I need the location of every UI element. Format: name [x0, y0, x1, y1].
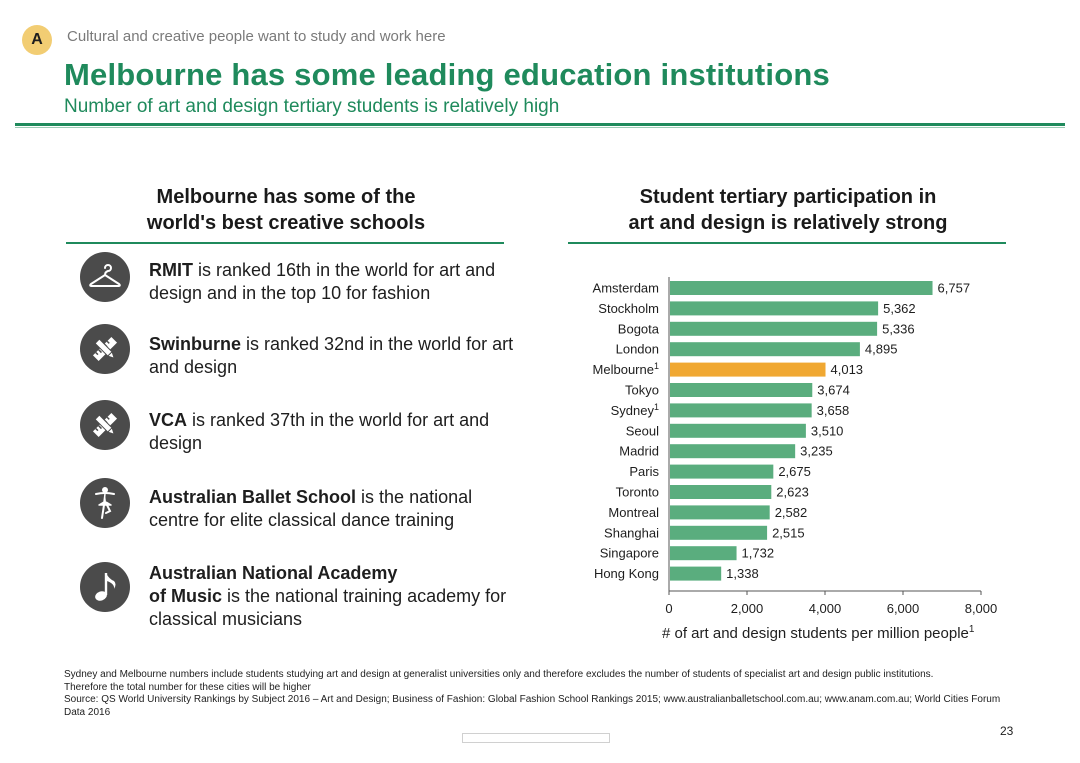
x-tick-label: 0 [665, 601, 673, 616]
category-label: Amsterdam [592, 280, 659, 296]
bar-sydney [670, 403, 812, 417]
school-name-ballet: Australian Ballet School [149, 487, 357, 507]
school-desc-swinburne: is ranked 32nd in the world for art and design [149, 334, 514, 377]
school-text-ballet [149, 486, 520, 532]
school-name-vca: VCA [149, 410, 188, 430]
category-label: Melbourne$^1$ [592, 361, 659, 378]
category-label: Bogota [617, 321, 659, 337]
bar-chart [560, 270, 1010, 616]
bar-melbourne [670, 363, 826, 377]
category-label: Paris [629, 464, 659, 480]
category-label: Singapore [599, 545, 659, 561]
category-label: Hong Kong [593, 566, 659, 582]
bar-hong-kong [670, 567, 721, 581]
value-label: 3,674 [817, 382, 850, 398]
x-tick-label: 4,000 [808, 601, 842, 616]
bar-tokyo [670, 383, 812, 397]
bar-madrid [670, 444, 795, 458]
school-text-anam [149, 562, 520, 631]
school-item-vca [80, 400, 520, 455]
bar-amsterdam [670, 281, 933, 295]
bar-london [670, 342, 860, 356]
left-column-rule [66, 242, 504, 244]
left-column-heading [66, 184, 506, 236]
school-text-vca [149, 409, 520, 455]
music-note-icon [80, 562, 130, 612]
page-title: Melbourne has some leading education institutions [64, 57, 830, 92]
school-desc-rmit: is ranked 16th in the world for art and design and in the top 10 for fashion [149, 260, 496, 303]
value-label: 1,338 [726, 566, 759, 582]
bar-toronto [670, 485, 771, 499]
value-label: 2,582 [774, 504, 808, 520]
right-column-heading [568, 184, 1008, 236]
value-label: 2,675 [778, 464, 811, 480]
category-label: Seoul [625, 423, 659, 439]
header-divider [15, 123, 1065, 126]
source-note: Source: QS World University Rankings by Subject 2016 – Art and Design; Business of Fashion: Global Fashion School Rankings 2015; www.australianballetschool.com.au; www.anam.com.au; World Cities Forum Data 2016 [64, 694, 1001, 718]
category-label: Tokyo [625, 382, 659, 398]
value-label: 4,013 [830, 362, 864, 378]
x-tick-label: 2,000 [730, 601, 764, 616]
header-divider-thin [15, 127, 1065, 128]
category-label: Shanghai [604, 525, 659, 541]
school-desc-vca: is ranked 37th in the world for art and design [149, 410, 490, 453]
school-text-swinburne [149, 333, 520, 379]
school-desc-ballet: is the national centre for elite classical dance training [149, 487, 473, 530]
pencil-ruler-icon [80, 400, 130, 450]
section-badge: A [22, 25, 52, 55]
page-subtitle: Number of art and design tertiary students is relatively high [64, 96, 560, 117]
bar-singapore [670, 546, 737, 560]
left-heading-line2: world's best creative schools [146, 212, 426, 234]
footnote-line1: Sydney and Melbourne numbers include students studying art and design at generalist universities only and therefore excludes the number of students of specialist art and design public institutions. [64, 669, 934, 680]
bar-seoul [670, 424, 806, 438]
left-heading-line1: Melbourne has some of the [156, 186, 416, 208]
category-label: London [615, 341, 659, 357]
bar-paris [670, 465, 773, 479]
value-label: 5,336 [882, 321, 915, 337]
right-heading-line2: art and design is relatively strong [628, 212, 948, 234]
x-axis-caption-text: # of art and design students per million people [662, 625, 969, 642]
bar-stockholm [670, 301, 878, 315]
value-label: 1,732 [741, 545, 775, 561]
footnote-line2: Therefore the total number for these cities will be higher [64, 681, 311, 693]
bar-bogota [670, 322, 877, 336]
school-name-anam-line2: of Music [149, 586, 223, 606]
value-label: 3,658 [816, 402, 850, 418]
empty-box [462, 733, 610, 743]
school-item-rmit [80, 252, 520, 305]
pencil-ruler-icon [80, 324, 130, 374]
x-tick-label: 6,000 [886, 601, 920, 616]
x-axis-caption [662, 624, 974, 642]
school-name-rmit: RMIT [149, 260, 193, 280]
value-label: 6,757 [937, 280, 971, 296]
x-tick-label: 8,000 [964, 601, 998, 616]
value-label: 3,510 [810, 423, 844, 439]
category-label: Toronto [615, 484, 659, 500]
value-label: 2,623 [776, 484, 809, 500]
school-name-anam-line1: Australian National Academy [149, 563, 398, 583]
bar-montreal [670, 505, 770, 519]
school-item-ballet [80, 478, 520, 532]
right-heading-line1: Student tertiary participation in [639, 186, 937, 208]
school-text-rmit [149, 259, 520, 305]
value-label: 2,515 [772, 525, 805, 541]
value-label: 4,895 [864, 341, 898, 357]
kicker-text: Cultural and creative people want to study and work here [67, 28, 446, 45]
school-desc-anam: is the national training academy for classical musicians [149, 586, 507, 629]
category-label: Madrid [619, 443, 659, 459]
x-axis-caption-sup: 1 [968, 624, 975, 635]
page-number: 23 [1000, 724, 1014, 738]
clothes-hanger-icon [80, 252, 130, 302]
value-label: 3,235 [800, 443, 833, 459]
school-item-swinburne [80, 324, 520, 379]
school-name-swinburne: Swinburne [149, 334, 242, 354]
ballet-dancer-icon [80, 478, 130, 528]
school-item-anam [80, 562, 520, 631]
right-column-rule [568, 242, 1006, 244]
category-label: Montreal [608, 504, 659, 520]
bar-shanghai [670, 526, 767, 540]
footnote [64, 669, 1024, 719]
value-label: 5,362 [883, 300, 916, 316]
category-label: Stockholm [598, 300, 659, 316]
category-label: Sydney$^1$ [610, 401, 659, 418]
